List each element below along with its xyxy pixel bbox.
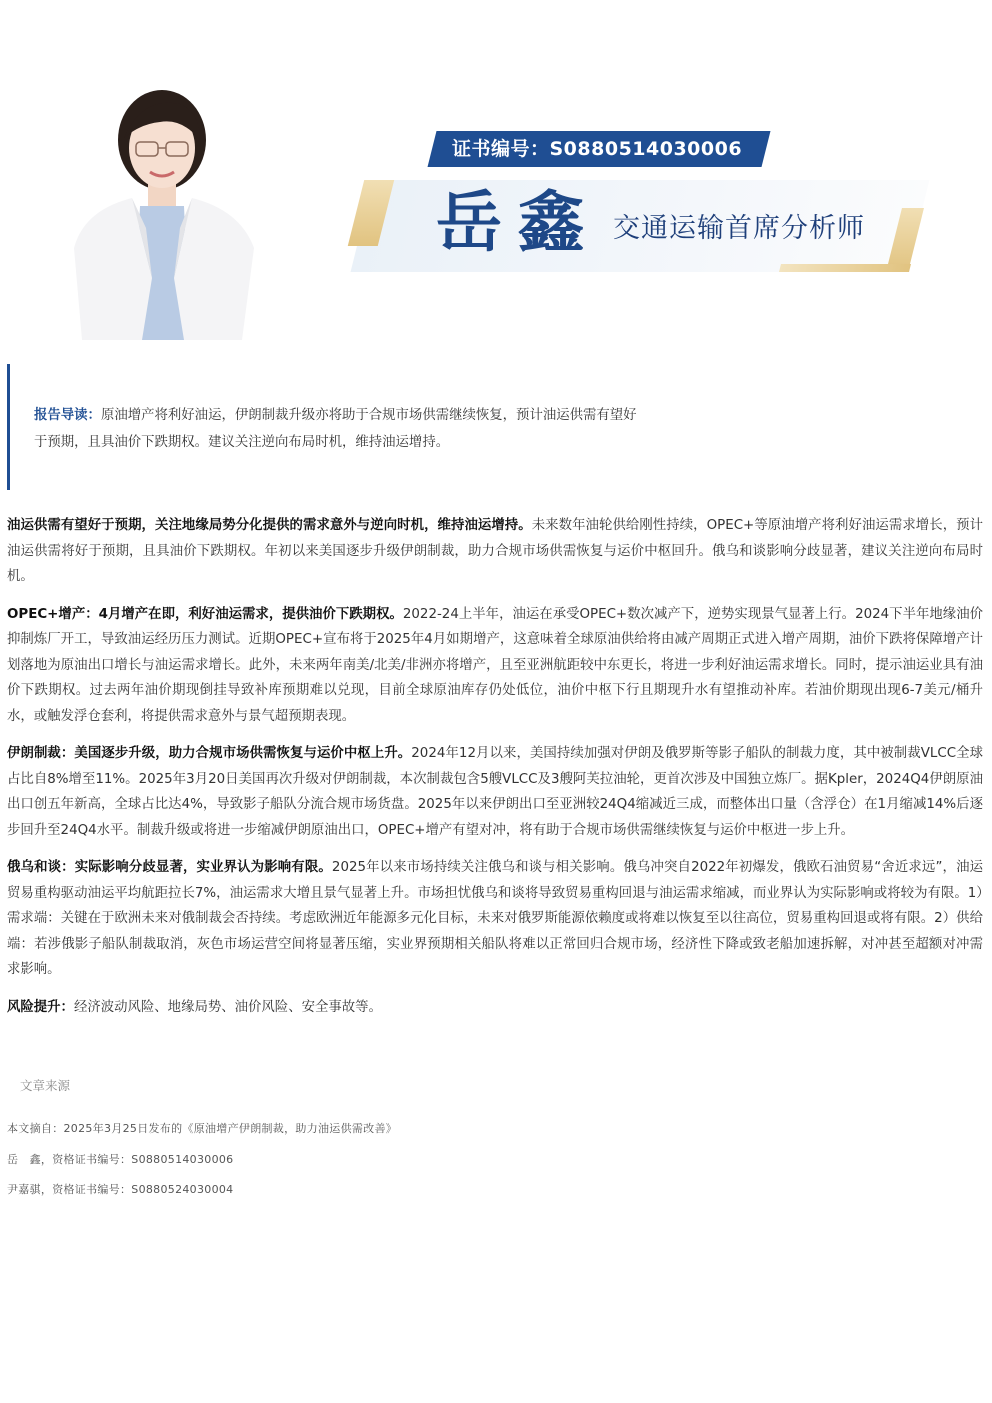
paragraph-iran — [7, 741, 983, 843]
analyst-banner — [0, 0, 992, 345]
report-guide-label: 报告导读： — [34, 408, 101, 423]
article-body — [7, 513, 983, 1032]
analyst-name: 岳鑫 — [436, 183, 600, 261]
analyst-portrait — [62, 78, 262, 340]
paragraph-heading: OPEC+增产：4月增产在即，利好油运需求，提供油价下跌期权。 — [7, 606, 403, 622]
paragraph-heading: 油运供需有望好于预期，关注地缘局势分化提供的需求意外与逆向时机，维持油运增持。 — [7, 518, 532, 533]
paragraph-heading: 伊朗制裁：美国逐步升级，助力合规市场供需恢复与运价中枢上升。 — [7, 746, 412, 761]
paragraph-text: 经济波动风险、地缘局势、油价风险、安全事故等。 — [73, 999, 382, 1015]
source-label: 文章来源 — [20, 1078, 71, 1093]
report-guide-box — [7, 364, 670, 490]
gold-accent-bottom — [779, 264, 911, 272]
paragraph-risk — [7, 995, 983, 1021]
cert-number: 证书编号：S0880514030006 — [452, 138, 743, 160]
analyst-credential-1: 岳 鑫，资格证书编号：S0880514030006 — [7, 1153, 234, 1166]
paragraph-heading: 俄乌和谈：实际影响分歧显著，实业界认为影响有限。 — [7, 860, 332, 875]
paragraph-text: 2022-24上半年，油运在承受OPEC+数次减产下，逆势实现景气显著上行。2024下半年地缘油价抑制炼厂开工，导致油运经历压力测试。近期OPEC+宣布将于2025年4月如期增产，这意味着全球原油供给将由减产周期正式进入增产周期，油价下跌将保障增产计划落地为原油出口增长与油运需求增长。此外，未来两年南美/北美/非洲亦将增产，且至亚洲航距较中东更长，将进一步利好油运需求增长。同时，提示油运业具有油价下跌期权。过去两年油价期现倒挂导致补库预期难以兑现，目前全球原油库存仍处低位，油价中枢下行且期现升水有望推动补库。若油价期现出现6-7美元/桶升水，或触发浮仓套利，将提供需求意外与景气超预期表现。 — [7, 606, 983, 724]
source-excerpt: 本文摘自：2025年3月25日发布的《原油增产伊朗制裁，助力油运供需改善》 — [7, 1122, 398, 1135]
paragraph-heading: 风险提升： — [7, 999, 74, 1015]
report-guide-text — [34, 402, 644, 456]
paragraph-text: 2025年以来市场持续关注俄乌和谈与相关影响。俄乌冲突自2022年初爆发，俄欧石油贸易“舍近求远”，油运贸易重构驱动油运平均航距拉长7%，油运需求大增且景气显著上升。市场担忧俄乌和谈将导致贸易重构回退与油运需求缩减，而业界认为实际影响或将较为有限。1）需求端：关键在于欧洲未来对俄制裁会否持续。考虑欧洲近年能源多元化目标，未来对俄罗斯能源依赖度或将难以恢复至以往高位，贸易重构回退或将有限。2）供给端：若涉俄影子船队制裁取消，灰色市场运营空间将显著压缩，实业界预期相关船队将难以正常回归合规市场，经济性下降或致老船加速拆解，对冲甚至超额对冲需求影响。 — [7, 860, 983, 977]
paragraph-text: 2024年12月以来，美国持续加强对伊朗及俄罗斯等影子船队的制裁力度，其中被制裁VLCC全球占比自8%增至11%。2025年3月20日美国再次升级对伊朗制裁，本次制裁包含5艘VLCC及3艘阿芙拉油轮，更首次涉及中国独立炼厂。据Kpler，2024Q4伊朗原油出口创五年新高，全球占比达4%，导致影子船队分流合规市场货盘。2025年以来伊朗出口至亚洲较24Q4缩减近三成，而整体出口量（含浮仓）在1月缩减14%后逐步回升至24Q4水平。制裁升级或将进一步缩减伊朗原油出口，OPEC+增产有望对冲，将有助于合规市场供需继续恢复与运价中枢进一步上升。 — [7, 746, 984, 838]
report-guide-body: 原油增产将利好油运，伊朗制裁升级亦将助于合规市场供需继续恢复，预计油运供需有望好于预期，且具油价下跌期权。建议关注逆向布局时机，维持油运增持。 — [34, 408, 637, 450]
paragraph-text: 未来数年油轮供给刚性持续，OPEC+等原油增产将利好油运需求增长，预计油运供需将好于预期，且具油价下跌期权。年初以来美国逐步升级伊朗制裁，助力合规市场供需恢复与运价中枢回升。俄乌和谈影响分歧显著，建议关注逆向布局时机。 — [7, 518, 983, 584]
paragraph-opec — [7, 602, 983, 730]
paragraph-summary — [7, 513, 983, 590]
paragraph-russia-ukraine — [7, 855, 983, 983]
analyst-credential-2: 尹嘉骐，资格证书编号：S0880524030004 — [7, 1183, 234, 1196]
analyst-title: 交通运输首席分析师 — [613, 213, 865, 244]
